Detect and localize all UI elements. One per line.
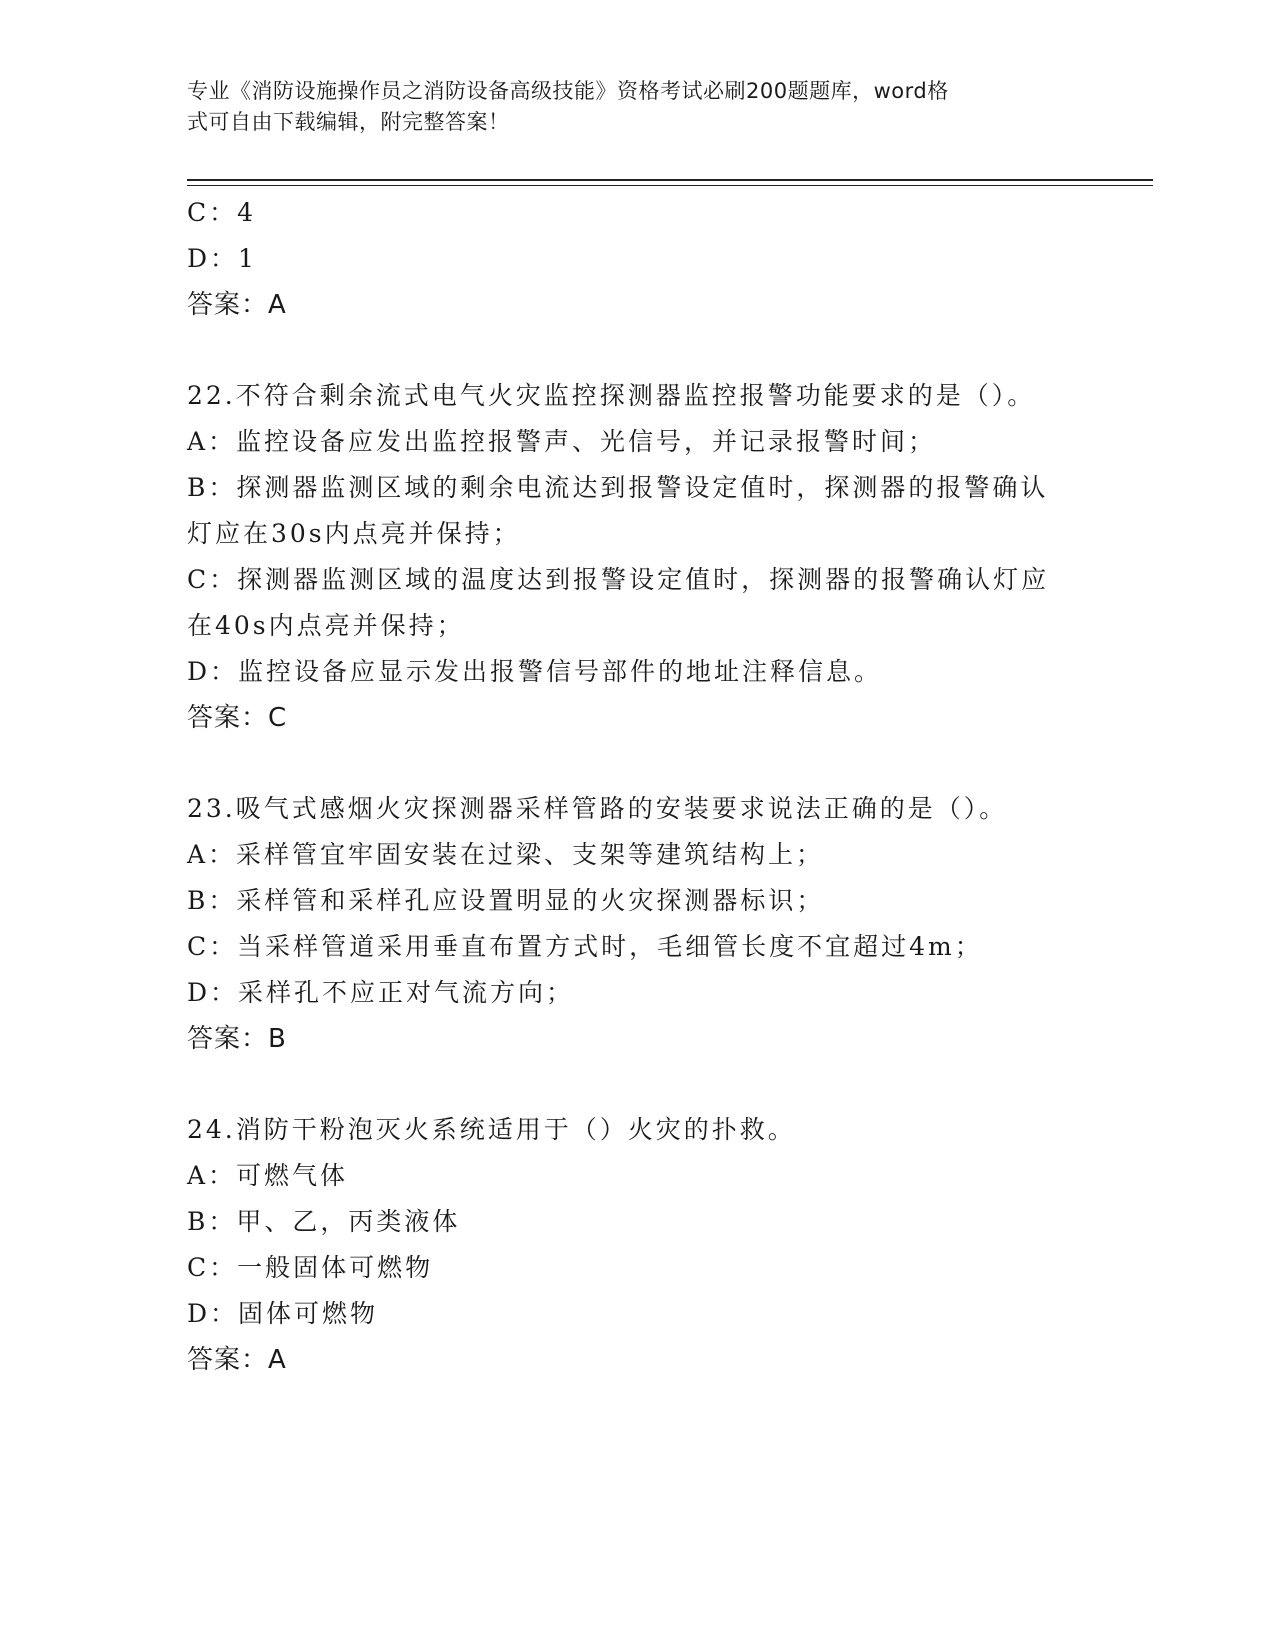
prev-question-tail <box>187 190 1087 328</box>
answer-line: 答案：A <box>187 1345 287 1375</box>
answer-line: 答案：C <box>187 703 288 733</box>
option-line: 灯应在30s内点亮并保持； <box>187 519 521 548</box>
option-line: C：4 <box>187 198 257 227</box>
option-line: C：探测器监测区域的温度达到报警设定值时，探测器的报警确认灯应 <box>187 565 1050 594</box>
header-line-2: 式可自由下载编辑，附完整答案！ <box>187 110 510 134</box>
document-header <box>187 76 1087 138</box>
option-line: B：甲、乙，丙类液体 <box>187 1207 461 1236</box>
question-22 <box>187 373 1087 741</box>
question-stem: 23.吸气式感烟火灾探测器采样管路的安装要求说法正确的是（）。 <box>187 794 1008 823</box>
header-line-1: 专业《消防设施操作员之消防设备高级技能》资格考试必刷200题题库，word格 <box>187 79 949 103</box>
option-line: D：采样孔不应正对气流方向； <box>187 978 575 1007</box>
option-line: B：采样管和采样孔应设置明显的火灾探测器标识； <box>187 886 825 915</box>
option-line: C：当采样管道采用垂直布置方式时，毛细管长度不宜超过4m； <box>187 932 983 961</box>
option-line: B：探测器监测区域的剩余电流达到报警设定值时，探测器的报警确认 <box>187 473 1049 502</box>
option-line: 在40s内点亮并保持； <box>187 611 465 640</box>
question-23 <box>187 786 1087 1062</box>
header-divider-thick <box>187 179 1153 181</box>
question-24 <box>187 1107 1087 1383</box>
option-line: D：固体可燃物 <box>187 1299 379 1328</box>
spacer <box>187 1062 1087 1107</box>
answer-line: 答案：B <box>187 1024 287 1054</box>
spacer <box>187 741 1087 786</box>
option-line: A：可燃气体 <box>187 1161 349 1190</box>
option-line: A：监控设备应发出监控报警声、光信号，并记录报警时间； <box>187 427 937 456</box>
option-line: D：监控设备应显示发出报警信号部件的地址注释信息。 <box>187 657 883 686</box>
question-stem: 24.消防干粉泡灭火系统适用于（）火灾的扑救。 <box>187 1115 796 1144</box>
answer-line: 答案：A <box>187 290 287 320</box>
spacer <box>187 328 1087 373</box>
option-line: C：一般固体可燃物 <box>187 1253 434 1282</box>
option-line: D：1 <box>187 244 257 273</box>
option-line: A：采样管宜牢固安装在过梁、支架等建筑结构上； <box>187 840 825 869</box>
header-divider-thin <box>187 185 1153 186</box>
question-stem: 22.不符合剩余流式电气火灾监控探测器监控报警功能要求的是（）。 <box>187 381 1036 410</box>
question-content <box>187 190 1087 1383</box>
